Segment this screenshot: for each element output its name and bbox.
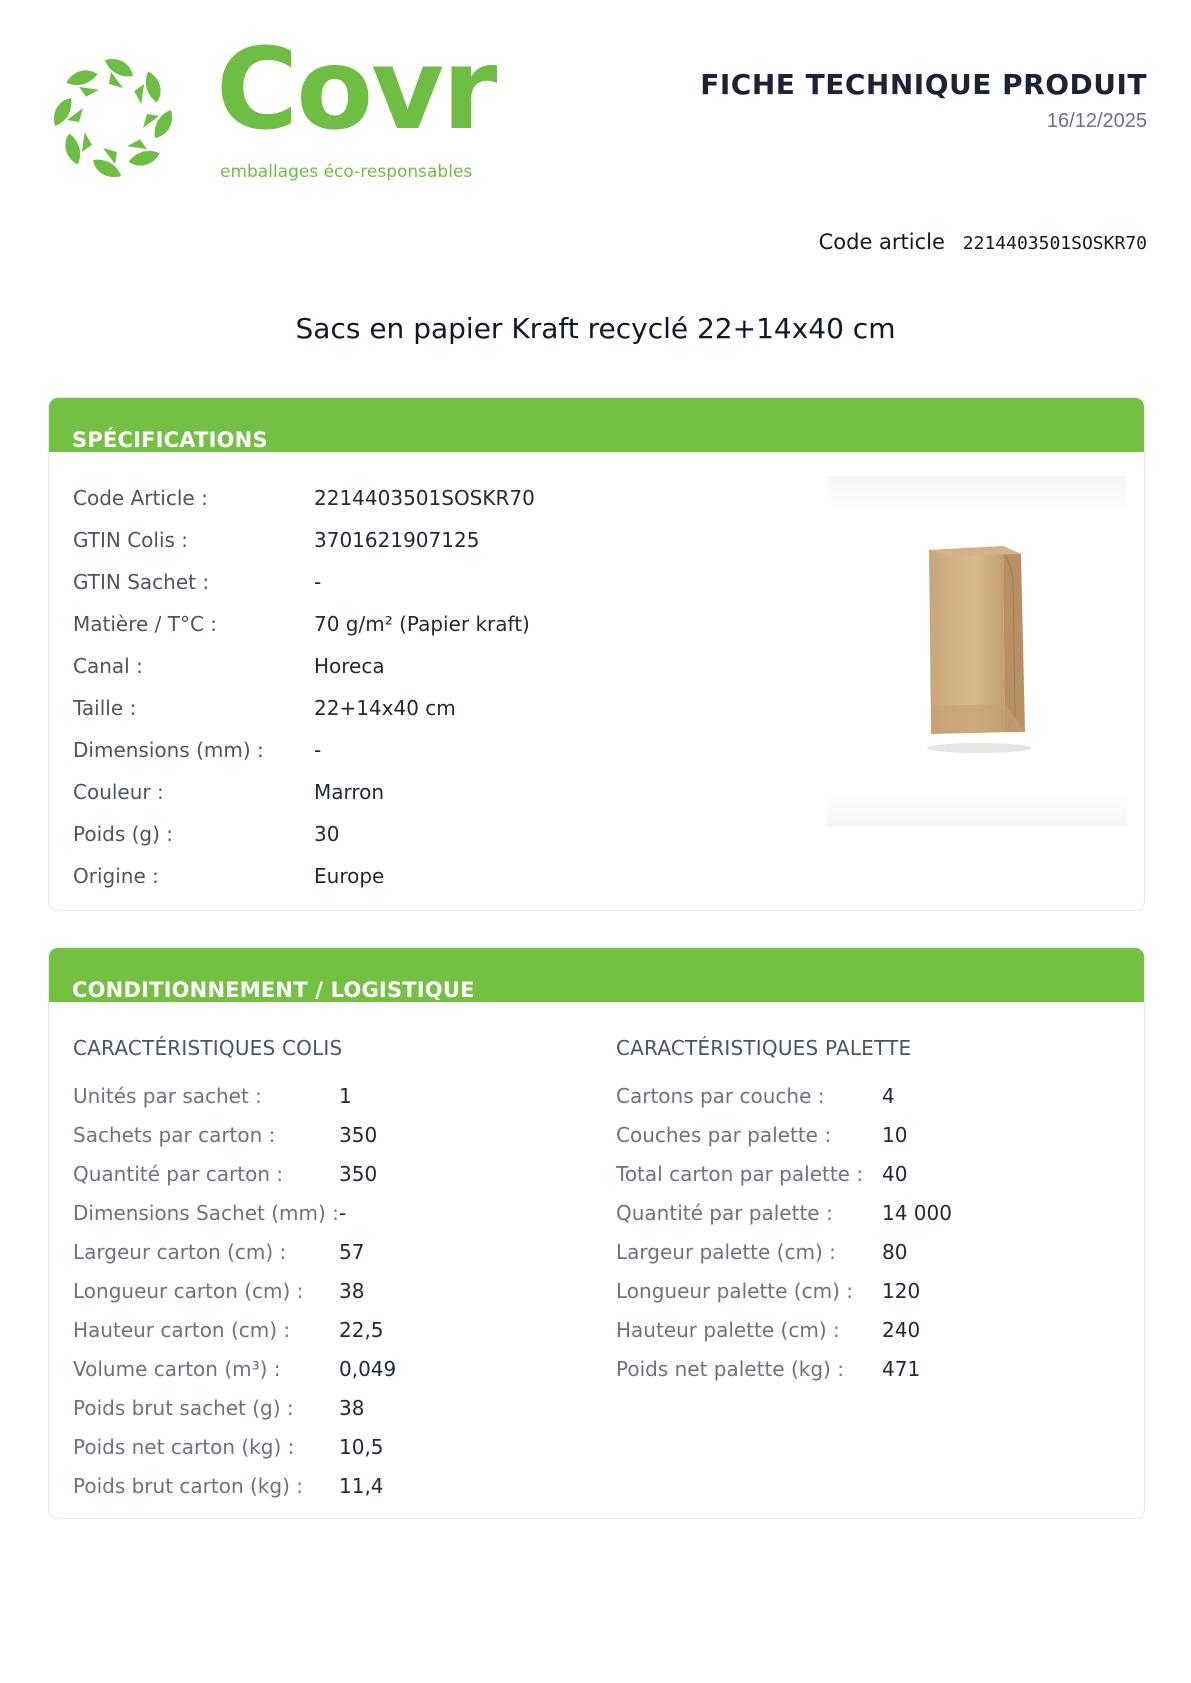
palette-row [616, 1201, 952, 1240]
palette-value: 471 [882, 1357, 921, 1381]
colis-label: Dimensions Sachet (mm) : [73, 1201, 339, 1225]
palette-label: Cartons par couche : [616, 1084, 825, 1108]
spec-value: 3701621907125 [314, 528, 480, 552]
spec-value: Marron [314, 780, 385, 804]
palette-row [616, 1318, 921, 1357]
colis-label: Hauteur carton (cm) : [73, 1318, 291, 1342]
palette-label: Total carton par palette : [616, 1162, 864, 1186]
palette-row [616, 1279, 921, 1318]
spec-value: 30 [314, 822, 340, 846]
colis-row [73, 1123, 378, 1162]
colis-row [73, 1240, 365, 1279]
spec-label: Matière / T°C : [73, 612, 218, 636]
palette-label: Quantité par palette : [616, 1201, 833, 1225]
colis-row [73, 1435, 384, 1474]
colis-value: 10,5 [339, 1435, 384, 1459]
spec-label: GTIN Colis : [73, 528, 189, 552]
colis-row [73, 1162, 378, 1201]
colis-title: CARACTÉRISTIQUES COLIS [73, 1036, 343, 1060]
palette-row [616, 1162, 911, 1201]
spec-value: 70 g/m² (Papier kraft) [314, 612, 530, 636]
colis-value: 38 [339, 1396, 365, 1420]
colis-value: 350 [339, 1162, 378, 1186]
colis-value: 0,049 [339, 1357, 397, 1381]
article-code-row [819, 230, 1147, 255]
spec-value: Europe [314, 864, 385, 888]
specifications-heading: SPÉCIFICATIONS [72, 428, 268, 452]
spec-value: 2214403501SOSKR70 [314, 486, 535, 510]
colis-row [73, 1279, 365, 1318]
colis-row [73, 1396, 365, 1435]
article-code-value: 2214403501SOSKR70 [962, 233, 1147, 254]
spec-value: - [314, 738, 322, 762]
spec-label: Origine : [73, 864, 159, 888]
palette-row [616, 1084, 911, 1123]
colis-value: 1 [339, 1084, 352, 1108]
palette-section [616, 1036, 952, 1396]
colis-value: 22,5 [339, 1318, 384, 1342]
colis-label: Longueur carton (cm) : [73, 1279, 304, 1303]
spec-value: Horeca [314, 654, 385, 678]
palette-label: Hauteur palette (cm) : [616, 1318, 840, 1342]
palette-row [616, 1123, 911, 1162]
spec-label: Taille : [73, 696, 137, 720]
colis-label: Largeur carton (cm) : [73, 1240, 287, 1264]
recycle-leaves-icon [48, 53, 178, 183]
colis-label: Quantité par carton : [73, 1162, 284, 1186]
document-title: FICHE TECHNIQUE PRODUIT [700, 68, 1147, 101]
article-code-label: Code article [818, 230, 945, 254]
brand-name: Covr [216, 25, 496, 155]
colis-label: Poids net carton (kg) : [73, 1435, 295, 1459]
spec-label: Code Article : [73, 486, 208, 510]
kraft-paper-bag-icon [917, 536, 1037, 756]
spec-value: 22+14x40 cm [314, 696, 456, 720]
palette-label: Poids net palette (kg) : [616, 1357, 844, 1381]
colis-row [73, 1357, 397, 1396]
colis-row [73, 1318, 384, 1357]
palette-value: 120 [882, 1279, 921, 1303]
colis-row [73, 1084, 352, 1123]
colis-section [73, 1036, 397, 1513]
colis-label: Volume carton (m³) : [73, 1357, 281, 1381]
palette-row [616, 1240, 911, 1279]
palette-value: 240 [882, 1318, 921, 1342]
spec-label: Dimensions (mm) : [73, 738, 264, 762]
colis-value: - [339, 1201, 347, 1225]
product-title: Sacs en papier Kraft recyclé 22+14x40 cm [295, 312, 896, 345]
brand-logo [48, 25, 496, 188]
colis-value: 350 [339, 1123, 378, 1147]
spec-label: Couleur : [73, 780, 164, 804]
palette-value: 80 [882, 1240, 908, 1264]
spec-label: Canal : [73, 654, 143, 678]
logistics-card [48, 947, 1145, 1519]
colis-label: Poids brut sachet (g) : [73, 1396, 294, 1420]
palette-value: 4 [882, 1084, 895, 1108]
colis-row [73, 1201, 347, 1240]
colis-value: 57 [339, 1240, 365, 1264]
palette-value: 40 [882, 1162, 908, 1186]
colis-label: Sachets par carton : [73, 1123, 276, 1147]
colis-label: Unités par sachet : [73, 1084, 262, 1108]
spec-label: Poids (g) : [73, 822, 174, 846]
colis-value: 11,4 [339, 1474, 384, 1498]
brand-tagline: emballages éco-responsables [220, 162, 473, 182]
palette-label: Longueur palette (cm) : [616, 1279, 853, 1303]
document-date: 16/12/2025 [1046, 110, 1147, 132]
specifications-card [48, 397, 1145, 911]
logistics-heading: CONDITIONNEMENT / LOGISTIQUE [72, 978, 475, 1002]
palette-label: Couches par palette : [616, 1123, 832, 1147]
colis-row [73, 1474, 384, 1513]
specifications-header [49, 398, 1144, 452]
palette-row [616, 1357, 921, 1396]
spec-label: GTIN Sachet : [73, 570, 210, 594]
palette-title: CARACTÉRISTIQUES PALETTE [616, 1036, 912, 1060]
palette-value: 10 [882, 1123, 908, 1147]
palette-label: Largeur palette (cm) : [616, 1240, 836, 1264]
spec-value: - [314, 570, 322, 594]
product-image [827, 476, 1127, 826]
colis-value: 38 [339, 1279, 365, 1303]
logistics-header [49, 948, 1144, 1002]
colis-label: Poids brut carton (kg) : [73, 1474, 303, 1498]
palette-value: 14 000 [882, 1201, 952, 1225]
